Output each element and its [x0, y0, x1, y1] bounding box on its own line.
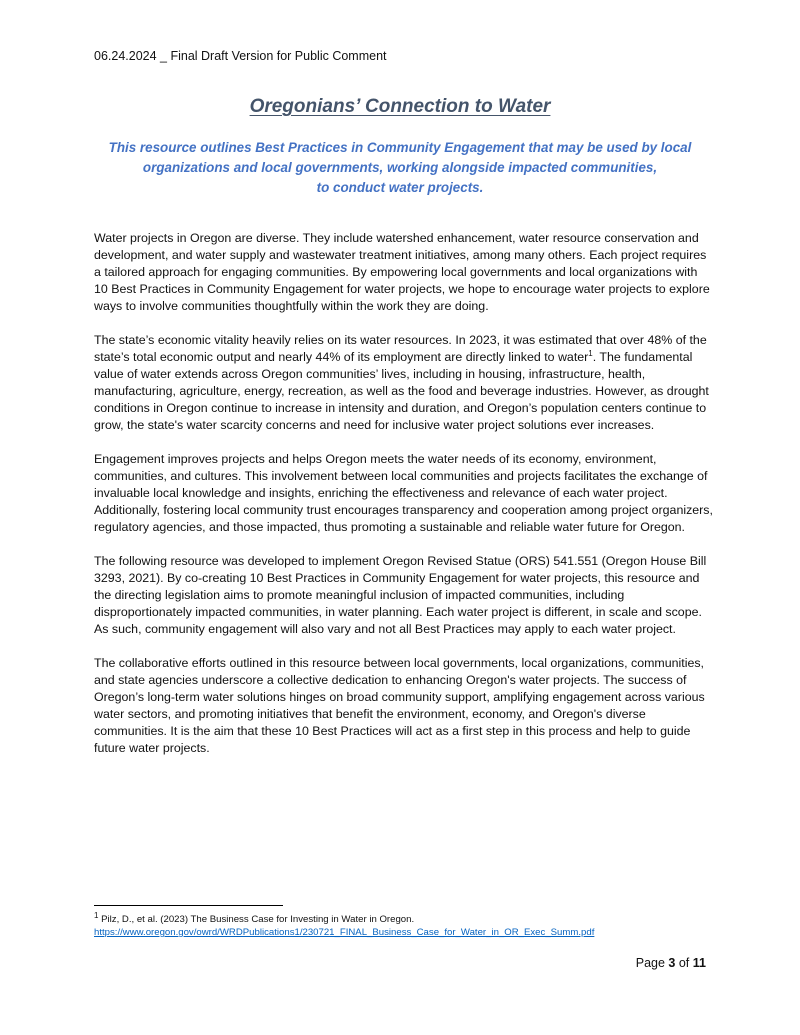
intro-line: organizations and local governments, working alongside impacted communities,: [142, 160, 658, 175]
page-total: 11: [692, 956, 706, 970]
footnote-reference[interactable]: 1: [588, 348, 593, 358]
footnote-divider: [94, 905, 283, 906]
paragraph-legislation: The following resource was developed to implement Oregon Revised Statue (ORS) 541.551 (Oregon House Bill 3293, 2021). By co-creating 10 Best Practices in Community Engagement for water projects, this resource and the directing legislation aims to promote meaningful inclusion of impacted communities, including disproportionately impacted communities, in water planning. Each water project is different, in scale and scope. As such, community engagement will also vary and not all Best Practices may apply to each water project.: [94, 554, 707, 636]
intro-line: This resource outlines Best Practices in Community Engagement that may be used by local: [108, 140, 692, 155]
paragraph-economy-text-a: The state’s economic vitality heavily relies on its water resources. In 2023, it was estimated that over 48% of the state’s total economic output and nearly 44% of its employment are directly linked to water: [94, 333, 707, 364]
document-header: 06.24.2024 _ Final Draft Version for Public Comment: [94, 49, 387, 63]
page-current: 3: [668, 956, 676, 970]
intro-summary: [100, 138, 700, 198]
footnote-link[interactable]: https://www.oregon.gov/owrd/WRDPublications1/230721_FINAL_Business_Case_for_Water_in_OR_Exec_Summ.pdf: [94, 927, 595, 938]
page-of: of: [678, 956, 690, 970]
page-title: Oregonians’ Connection to Water: [249, 96, 551, 117]
footnote-citation: [94, 910, 594, 926]
paragraph-collaboration: The collaborative efforts outlined in this resource between local governments, local organizations, communities, and state agencies underscore a collective dedication to enhancing Oregon's water projects. The success of Oregon’s long-term water solutions hinges on broad community support, amplifying engagement across various water sectors, and promoting initiatives that benefit the environment, economy, and Oregon's diverse communities. It is the aim that these 10 Best Practices will act as a first step in this process and help to guide future water projects.: [94, 656, 705, 755]
footnote: [94, 910, 595, 939]
page-number: [636, 956, 706, 970]
paragraph-engagement: Engagement improves projects and helps Oregon meets the water needs of its economy, environment, communities, and cultures. This involvement between local communities and projects facilitates the exchange of invaluable local knowledge and insights, enriching the effectiveness and relevance of each water project. Additionally, fostering local community trust encourages transparency and cooperation among project organizers, regulatory agencies, and those impacted, thus promoting a sustainable and reliable water future for Oregon.: [94, 452, 713, 534]
intro-line: to conduct water projects.: [316, 180, 484, 195]
paragraph-economy-text-b: . The fundamental value of water extends across Oregon communities’ lives, including in housing, infrastructure, health, manufacturing, agriculture, energy, recreation, as well as the food and beverage industries. However, as drought conditions in Oregon continue to increase in intensity and duration, and Oregon’s population centers continue to grow, the state's water scarcity concerns and need for inclusive water project solutions ever increases.: [94, 350, 709, 432]
footnote-citation-text: Pilz, D., et al. (2023) The Business Case for Investing in Water in Oregon.: [101, 914, 415, 925]
paragraph-diversity: Water projects in Oregon are diverse. They include watershed enhancement, water resource conservation and development, and water supply and wastewater treatment initiatives, among many others. Each project requires a tailored approach for engaging communities. By empowering local governments and local organizations with 10 Best Practices in Community Engagement for water projects, we hope to encourage water projects to explore ways to involve communities thoughtfully within the work they are doing.: [94, 231, 710, 313]
body-text: [94, 230, 714, 774]
paragraph-economy: [94, 332, 714, 434]
footnote-marker: 1: [94, 910, 99, 920]
page-label: Page: [635, 956, 665, 970]
